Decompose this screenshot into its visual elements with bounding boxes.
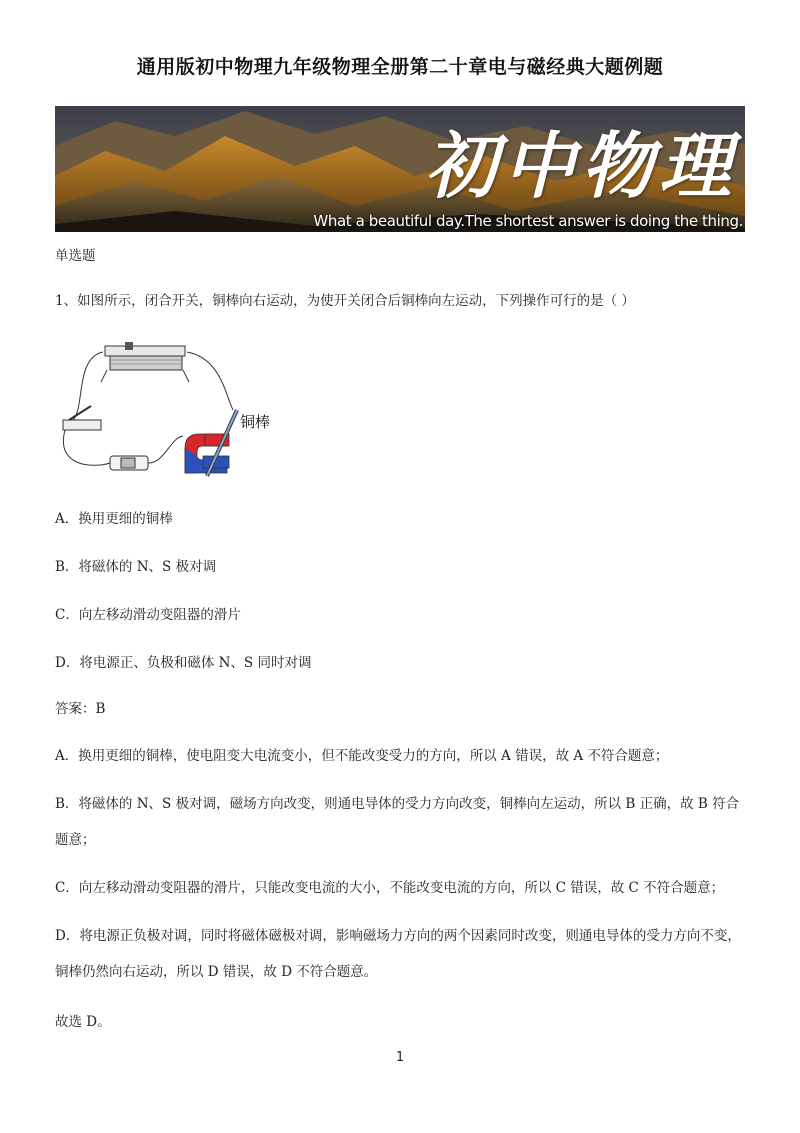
banner-slogan: What a beautiful day.The shortest answer is doing the thing.: [313, 212, 743, 230]
answer-line: 答案：B: [55, 701, 106, 717]
option-c: C．向左移动滑动变阻器的滑片: [55, 607, 241, 623]
section-label: 单选题: [55, 248, 96, 264]
banner-heading: 初中物理: [424, 123, 737, 208]
page-number: 1: [395, 1050, 405, 1065]
explanation-d: D．将电源正负极对调，同时将磁体磁极对调，影响磁场力方向的两个因素同时改变，则通电导体的受力方向不变，铜棒仍然向右运动，所以 D 错误，故 D 不符合题意。: [55, 928, 741, 980]
question-text: 1、如图所示，闭合开关，铜棒向右运动，为使开关闭合后铜棒向左运动，下列操作可行的是（ ）: [55, 293, 635, 309]
explanation-a: A．换用更细的铜棒，使电阻变大电流变小，但不能改变受力的方向，所以 A 错误，故 A 不符合题意；: [55, 748, 669, 764]
conclusion-line: 故选 D。: [55, 1014, 111, 1030]
explanation-c: C．向左移动滑动变阻器的滑片，只能改变电流的大小，不能改变电流的方向，所以 C 错误，故 C 不符合题意；: [55, 880, 725, 896]
banner-image: [55, 106, 745, 232]
option-b: B．将磁体的 N、S 极对调: [55, 559, 217, 575]
option-a: A．换用更细的铜棒: [55, 511, 173, 527]
explanation-b: B．将磁体的 N、S 极对调，磁场方向改变，则通电导体的受力方向改变，铜棒向左运动，所以 B 正确，故 B 符合题意；: [55, 796, 740, 848]
document-title: 通用版初中物理九年级物理全册第二十章电与磁经典大题例题: [136, 56, 664, 78]
copper-rod-label: 铜棒: [240, 413, 271, 431]
option-d: D．将电源正、负极和磁体 N、S 同时对调: [55, 655, 312, 671]
circuit-diagram: [55, 338, 285, 488]
